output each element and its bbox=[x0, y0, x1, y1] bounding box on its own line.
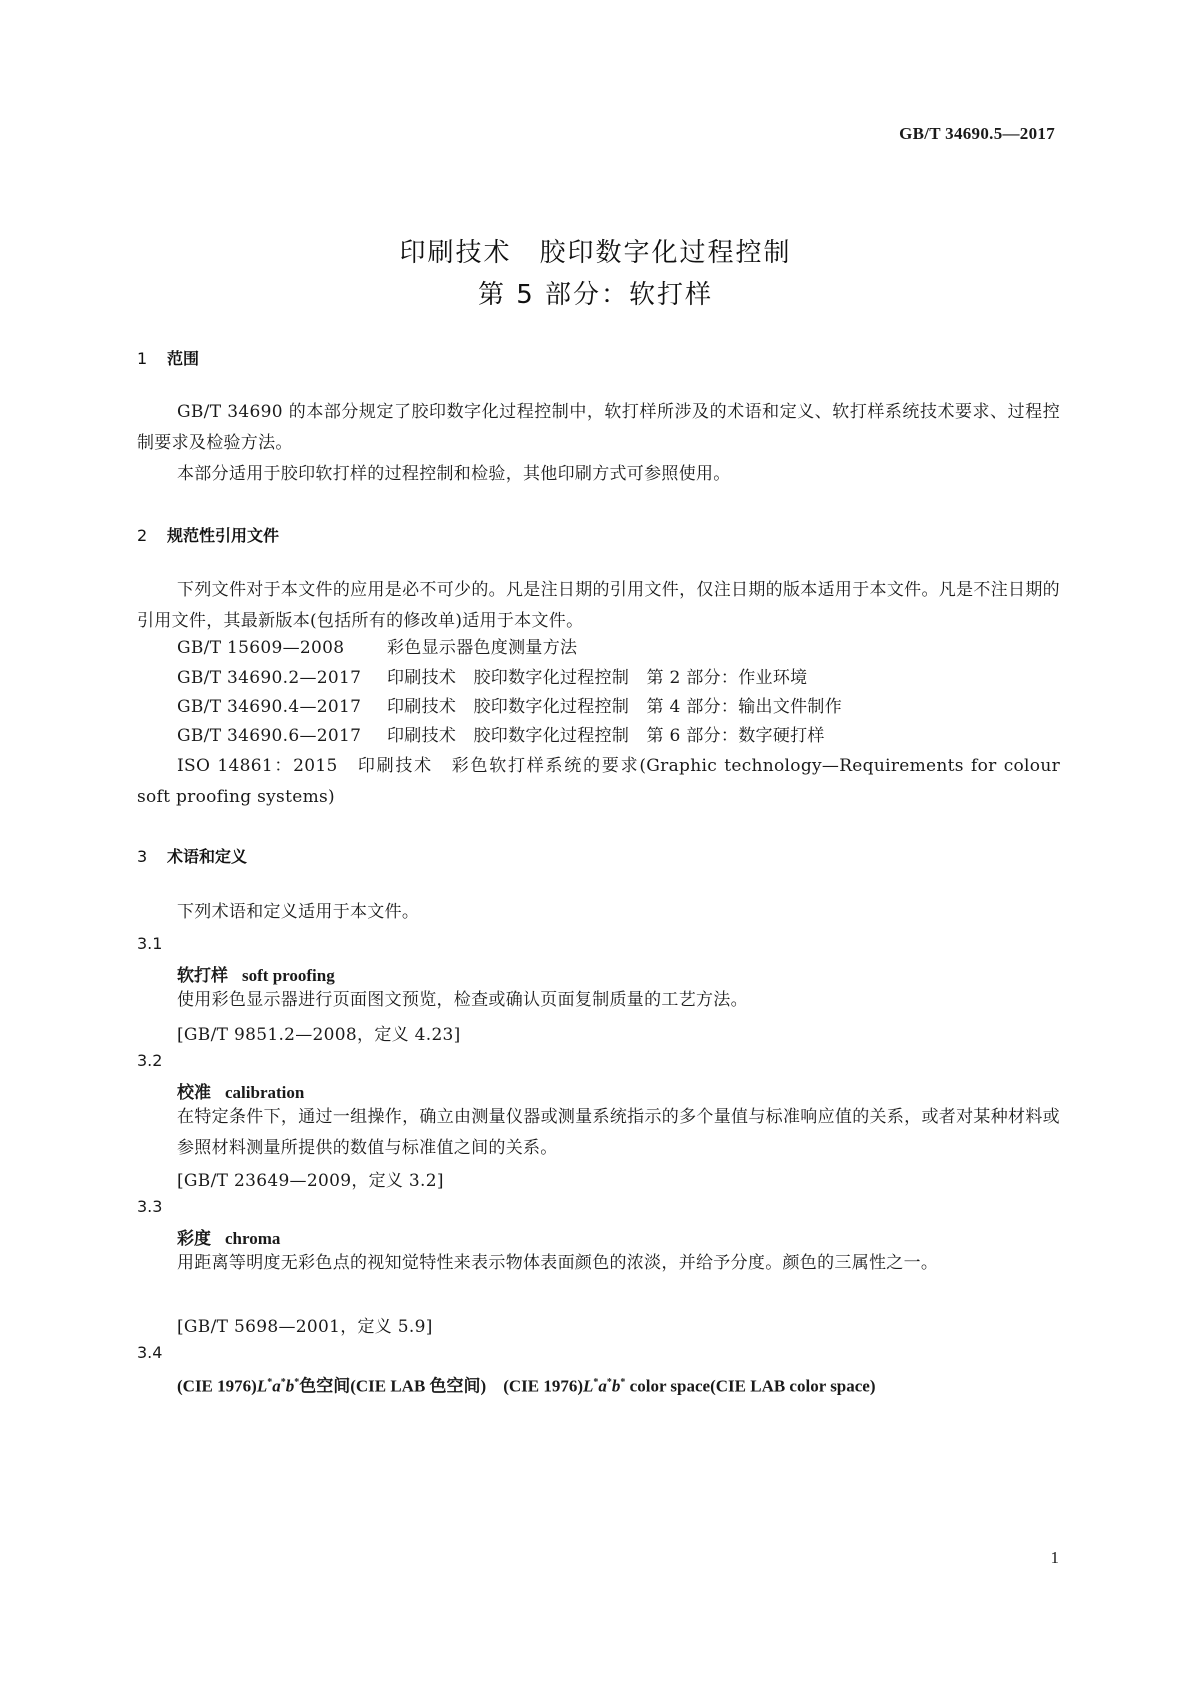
reference-title: 印刷技术 胶印数字化过程控制 第 4 部分：输出文件制作 bbox=[387, 697, 843, 717]
terms-intro: 下列术语和定义适用于本文件。 bbox=[177, 902, 420, 922]
term-en-suffix: color space(CIE LAB color space) bbox=[629, 1376, 876, 1396]
term-definition: 使用彩色显示器进行页面图文预览，检查或确认页面复制质量的工艺方法。 bbox=[177, 990, 748, 1010]
reference-code: GB/T 34690.6—2017 bbox=[177, 726, 362, 746]
section-heading-scope bbox=[137, 346, 199, 369]
var-l: L bbox=[256, 1376, 268, 1396]
scope-paragraph-2: 本部分适用于胶印软打样的过程控制和检验，其他印刷方式可参照使用。 bbox=[177, 464, 731, 484]
term-number: 3.4 bbox=[137, 1343, 163, 1362]
reference-code: GB/T 15609—2008 bbox=[177, 638, 345, 658]
section-number: 1 bbox=[137, 349, 148, 368]
term-heading bbox=[177, 1224, 280, 1249]
page-number: 1 bbox=[1050, 1548, 1059, 1567]
term-definition: 在特定条件下，通过一组操作，确立由测量仪器或测量系统指示的多个量值与标准响应值的关系，或者对某种材料或参照材料测量所提供的数值与标准值之间的关系。 bbox=[177, 1107, 1060, 1158]
term-heading-cielab bbox=[137, 1367, 1060, 1402]
section-number: 3 bbox=[137, 847, 148, 866]
document-title-line1: 印刷技术 胶印数字化过程控制 bbox=[399, 238, 792, 268]
reference-code: GB/T 34690.4—2017 bbox=[177, 697, 362, 717]
reference-title: 印刷技术 胶印数字化过程控制 第 2 部分：作业环境 bbox=[387, 668, 808, 688]
star: * bbox=[267, 1377, 273, 1388]
reference-title: 彩色显示器色度测量方法 bbox=[387, 638, 578, 658]
references-intro: 下列文件对于本文件的应用是必不可少的。凡是注日期的引用文件，仅注日期的版本适用于本文件。凡是不注日期的引用文件，其最新版本(包括所有的修改单)适用于本文件。 bbox=[137, 580, 1060, 631]
term-heading bbox=[177, 961, 335, 986]
var-l: L bbox=[583, 1376, 594, 1396]
term-number: 3.3 bbox=[137, 1197, 163, 1216]
section-heading-terms bbox=[137, 844, 247, 867]
reference-item bbox=[177, 692, 1060, 723]
reference-item bbox=[177, 633, 1060, 664]
term-zh: 彩度 bbox=[177, 1229, 211, 1249]
var-a: a bbox=[598, 1376, 607, 1396]
term-zh-suffix: 色空间(CIE LAB 色空间) bbox=[299, 1376, 487, 1396]
term-source: [GB/T 5698—2001，定义 5.9] bbox=[177, 1317, 433, 1337]
star: * bbox=[294, 1377, 300, 1388]
reference-title: 印刷技术 胶印数字化过程控制 第 6 部分：数字硬打样 bbox=[387, 726, 825, 746]
reference-item bbox=[177, 663, 1060, 694]
scope-paragraph-1: GB/T 34690 的本部分规定了胶印数字化过程控制中，软打样所涉及的术语和定义、软打样系统技术要求、过程控制要求及检验方法。 bbox=[137, 402, 1060, 453]
star: * bbox=[280, 1377, 286, 1388]
term-zh-prefix: (CIE 1976) bbox=[177, 1376, 257, 1396]
var-b: b bbox=[611, 1376, 621, 1396]
term-en: soft proofing bbox=[242, 966, 335, 985]
var-b: b bbox=[285, 1376, 295, 1396]
term-zh: 软打样 bbox=[177, 966, 228, 986]
section-title: 范围 bbox=[167, 349, 200, 368]
star: * bbox=[606, 1377, 612, 1388]
term-en-prefix: (CIE 1976) bbox=[503, 1376, 584, 1396]
reference-iso: ISO 14861：2015 印刷技术 彩色软打样系统的要求(Graphic technology—Requirements for colour soft proofing systems) bbox=[137, 756, 1060, 807]
term-source: [GB/T 23649—2009，定义 3.2] bbox=[177, 1171, 444, 1191]
reference-code: GB/T 34690.2—2017 bbox=[177, 668, 362, 688]
term-definition: 用距离等明度无彩色点的视知觉特性来表示物体表面颜色的浓淡，并给予分度。颜色的三属性之一。 bbox=[177, 1253, 939, 1273]
term-heading bbox=[177, 1078, 304, 1103]
reference-item bbox=[177, 721, 1060, 752]
document-title-line2: 第 5 部分：软打样 bbox=[477, 280, 714, 310]
star: * bbox=[620, 1377, 626, 1388]
var-a: a bbox=[272, 1376, 281, 1396]
term-en: chroma bbox=[225, 1229, 281, 1248]
section-title: 术语和定义 bbox=[167, 847, 248, 866]
term-number: 3.2 bbox=[137, 1051, 163, 1070]
section-heading-references bbox=[137, 523, 279, 546]
term-source: [GB/T 9851.2—2008，定义 4.23] bbox=[177, 1025, 461, 1045]
standard-code: GB/T 34690.5—2017 bbox=[899, 124, 1055, 143]
term-zh: 校准 bbox=[177, 1083, 211, 1103]
term-en: calibration bbox=[225, 1083, 305, 1102]
section-number: 2 bbox=[137, 526, 148, 545]
section-title: 规范性引用文件 bbox=[167, 526, 280, 545]
term-number: 3.1 bbox=[137, 934, 163, 953]
star: * bbox=[593, 1377, 599, 1388]
